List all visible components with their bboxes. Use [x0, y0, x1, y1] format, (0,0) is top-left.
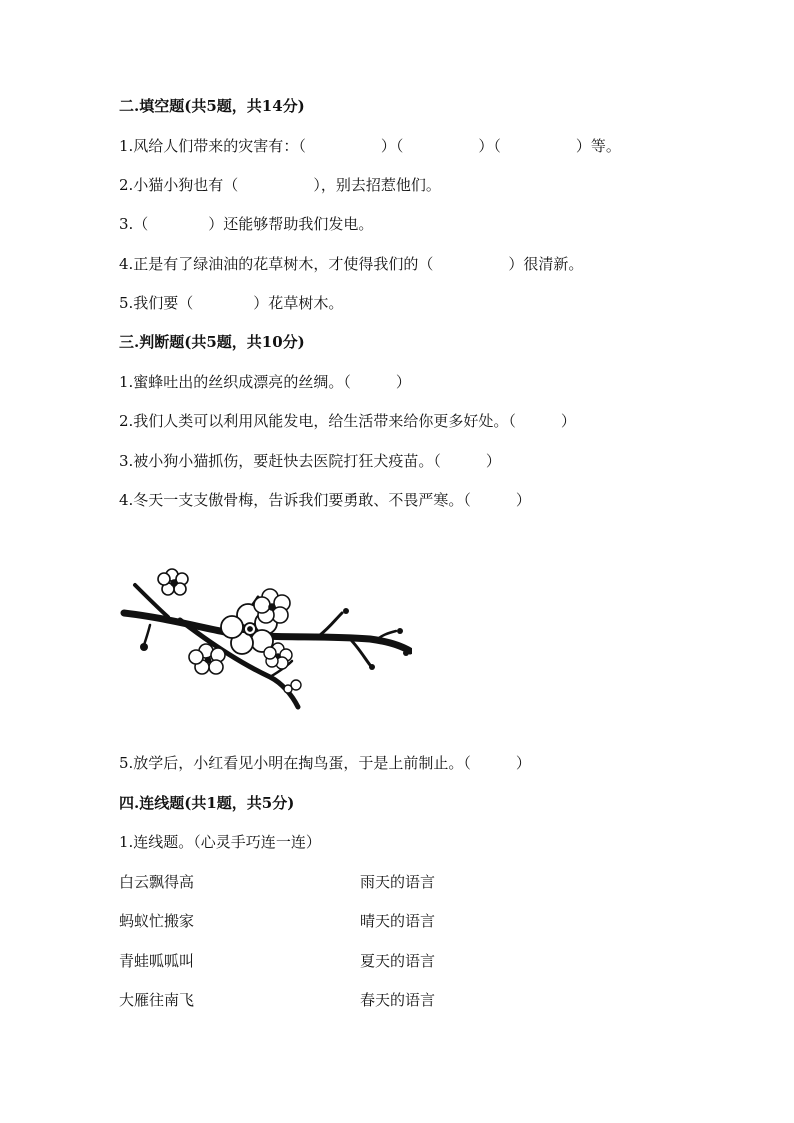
match-left-item: 蚂蚁忙搬家 — [119, 912, 195, 930]
match-left-item: 大雁往南飞 — [119, 991, 195, 1009]
question-fill-5: 5.我们要（ ）花草树木。 — [119, 294, 344, 312]
section-heading-true-false: 三.判断题(共5题，共10分) — [119, 333, 305, 351]
question-fill-3: 3.（ ）还能够帮助我们发电。 — [119, 215, 374, 233]
match-right-item: 雨天的语言 — [360, 873, 436, 891]
match-right-item: 春天的语言 — [360, 991, 436, 1009]
section-heading-matching: 四.连线题(共1题，共5分) — [119, 794, 295, 812]
question-judge-2: 2.我们人类可以利用风能发电，给生活带来给你更多好处。（ ） — [119, 412, 576, 430]
question-fill-1: 1.风给人们带来的灾害有：（ ）（ ）（ ）等。 — [119, 137, 621, 155]
match-left-item: 青蛙呱呱叫 — [119, 952, 195, 970]
section-heading-fill-blank: 二.填空题(共5题，共14分) — [119, 97, 305, 115]
match-right-item: 晴天的语言 — [360, 912, 436, 930]
plum-blossom-icon — [120, 565, 412, 713]
question-judge-5: 5.放学后，小红看见小明在掏鸟蛋，于是上前制止。（ ） — [119, 754, 531, 772]
question-fill-4: 4.正是有了绿油油的花草树木，才使得我们的（ ）很清新。 — [119, 255, 584, 273]
question-fill-2: 2.小猫小狗也有（ ），别去招惹他们。 — [119, 176, 441, 194]
match-right-item: 夏天的语言 — [360, 952, 436, 970]
match-left-item: 白云飘得高 — [119, 873, 195, 891]
plum-blossom-illustration — [120, 565, 412, 713]
question-judge-3: 3.被小狗小猫抓伤，要赶快去医院打狂犬疫苗。（ ） — [119, 452, 501, 470]
question-match-1: 1.连线题。（心灵手巧连一连） — [119, 833, 321, 851]
question-judge-4: 4.冬天一支支傲骨梅，告诉我们要勇敢、不畏严寒。（ ） — [119, 491, 531, 509]
question-judge-1: 1.蜜蜂吐出的丝织成漂亮的丝绸。（ ） — [119, 373, 411, 391]
